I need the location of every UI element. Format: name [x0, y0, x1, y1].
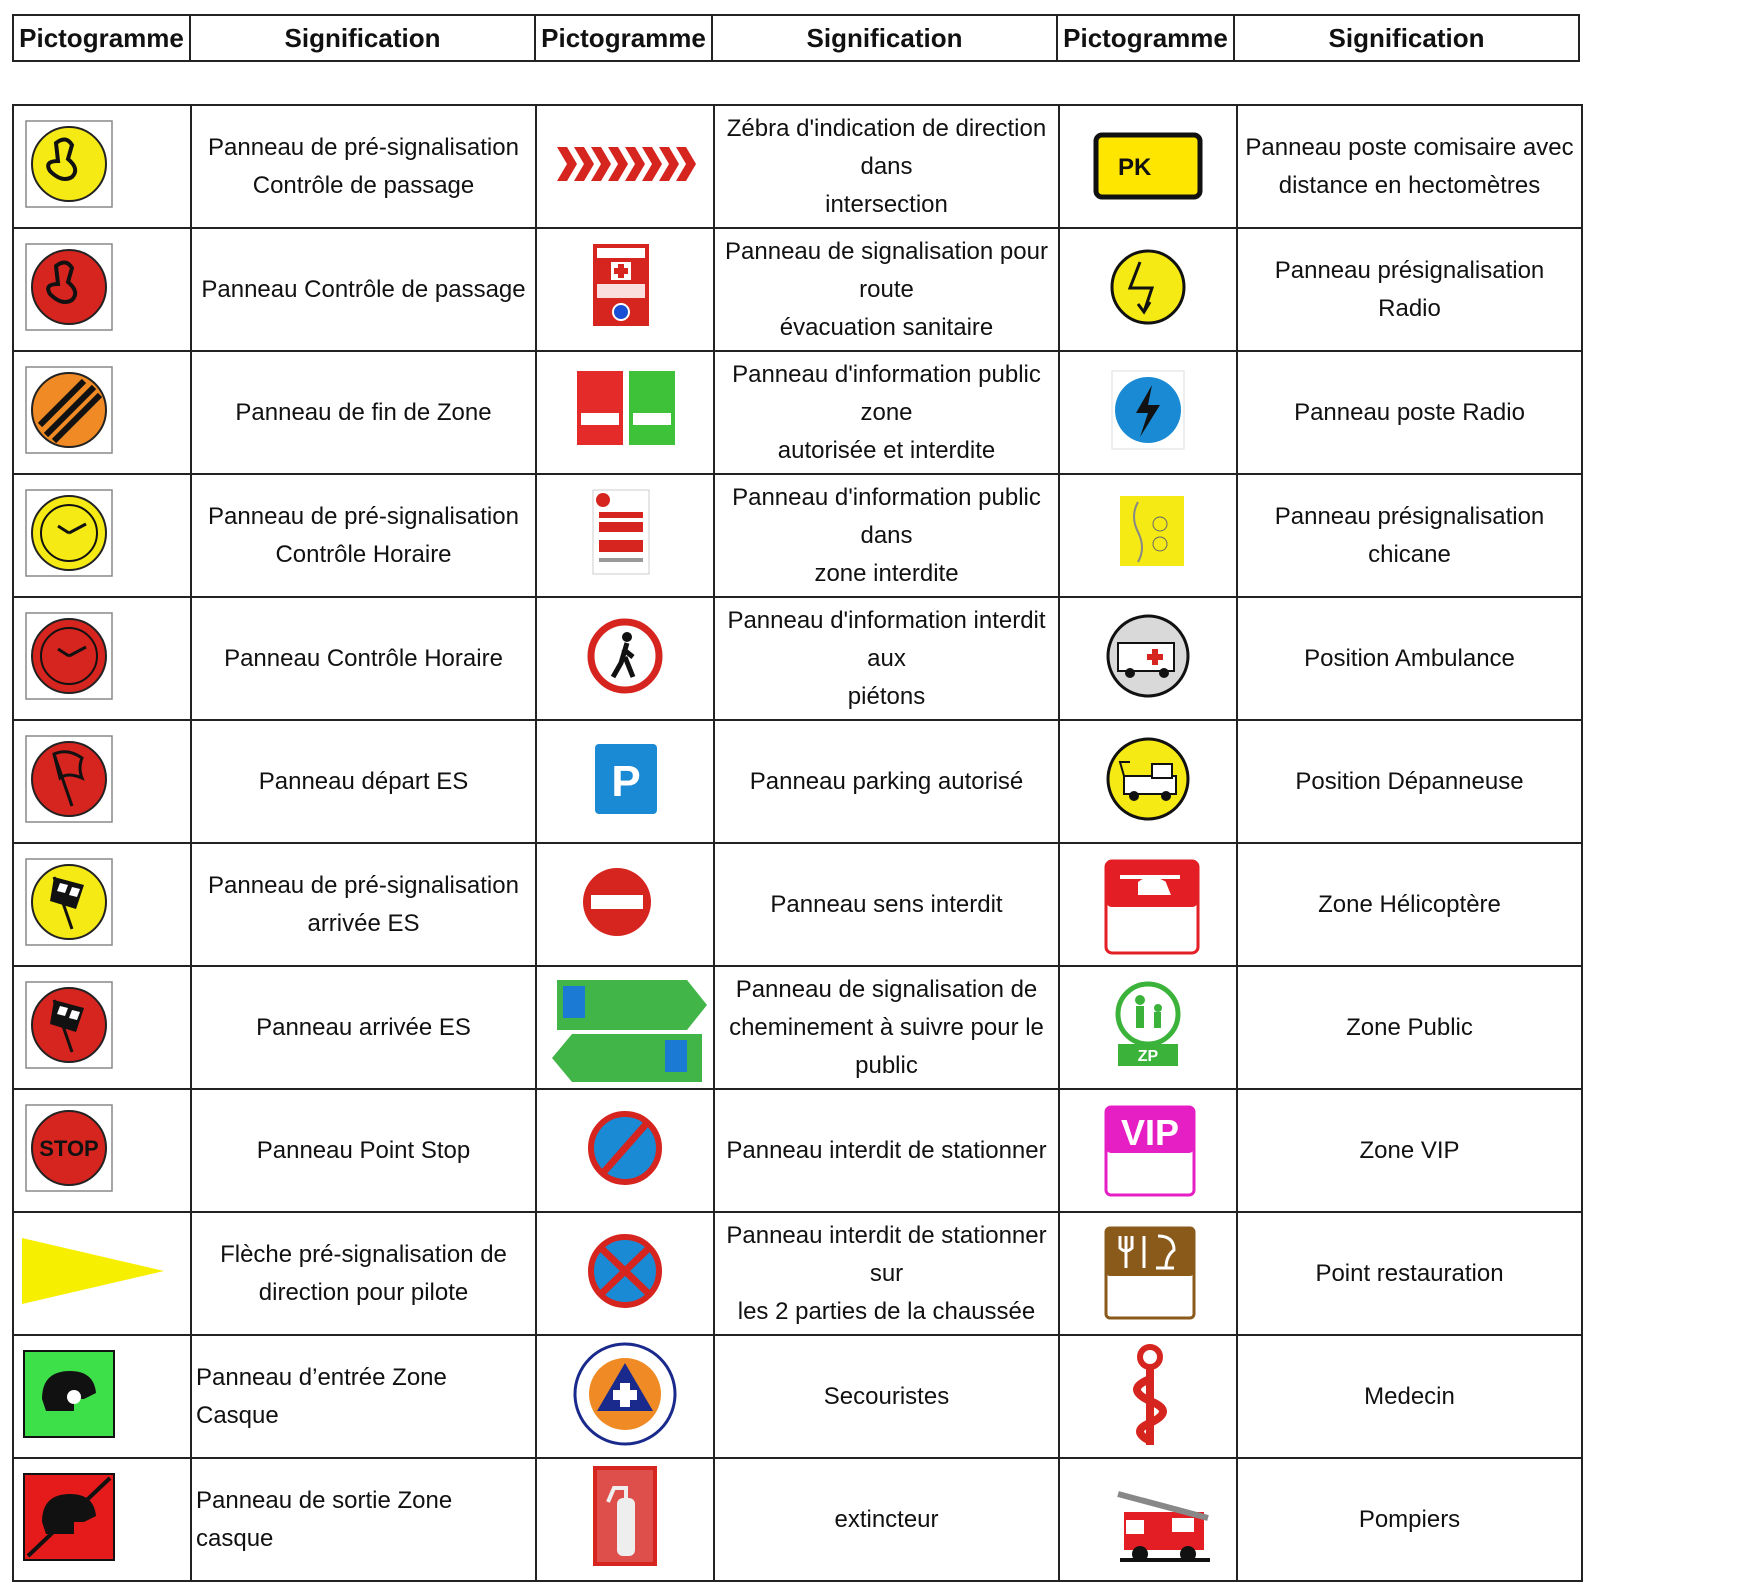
signification-text: Panneau d'information public zone autorisée et interdite [714, 351, 1059, 474]
header-table [12, 14, 1580, 62]
signification-text: Panneau parking autorisé [714, 720, 1059, 843]
pk-sign-icon [1060, 109, 1236, 225]
pictogram-cell [13, 720, 191, 843]
svg-text:ZP: ZP [1137, 1047, 1159, 1065]
pictogram-cell [536, 597, 714, 720]
signification-text: extincteur [714, 1458, 1059, 1581]
signification-text: Medecin [1237, 1335, 1582, 1458]
table-row [13, 966, 1582, 1089]
radio-post-blue-icon [1060, 355, 1236, 471]
signification-text: Panneau arrivée ES [191, 966, 536, 1089]
spectator-direction-arrows-icon [537, 970, 713, 1086]
signification-text: Flèche pré-signalisation de direction pour pilote [191, 1212, 536, 1335]
svg-text:P: P [611, 756, 641, 806]
stop-point-icon [14, 1093, 190, 1209]
civil-protection-icon [537, 1339, 713, 1455]
pictogram-cell [536, 474, 714, 597]
pictogram-cell [536, 1335, 714, 1458]
fire-truck-icon [1060, 1462, 1236, 1578]
pictogram-cell [13, 105, 191, 228]
table-row [13, 1212, 1582, 1335]
helmet-zone-entry-icon [14, 1339, 190, 1455]
pictogram-cell [1059, 105, 1237, 228]
pictogram-cell [13, 1212, 191, 1335]
pictogram-cell [13, 1089, 191, 1212]
signification-text: Secouristes [714, 1335, 1059, 1458]
public-forbidden-zone-info-icon [537, 478, 713, 594]
signification-text: Panneau départ ES [191, 720, 536, 843]
signification-text: Panneau Point Stop [191, 1089, 536, 1212]
pictogram-cell [1059, 1458, 1237, 1581]
signification-text: Point restauration [1237, 1212, 1582, 1335]
signification-text: Panneau interdit de stationner sur les 2 parties de la chaussée [714, 1212, 1059, 1335]
doctor-caduceus-icon [1060, 1339, 1236, 1455]
no-entry-icon [537, 847, 713, 963]
signification-text: Zone Hélicoptère [1237, 843, 1582, 966]
pictogram-cell [1059, 1335, 1237, 1458]
pictogram-cell [13, 474, 191, 597]
header-pictogramme-1: Pictogramme [13, 15, 190, 61]
table-row [13, 843, 1582, 966]
table-row [13, 228, 1582, 351]
control-passage-yellow-icon [14, 109, 190, 225]
signification-text: Panneau de fin de Zone [191, 351, 536, 474]
signification-text: Position Dépanneuse [1237, 720, 1582, 843]
signification-text: Panneau de sortie Zone casque [191, 1458, 536, 1581]
table-row [13, 720, 1582, 843]
table-row [13, 597, 1582, 720]
pictogram-table [12, 104, 1583, 1582]
pictogram-cell [1059, 720, 1237, 843]
signification-text: Panneau de pré-signalisation Contrôle Horaire [191, 474, 536, 597]
signification-text: Panneau d'information interdit aux piétons [714, 597, 1059, 720]
time-control-red-icon [14, 601, 190, 717]
signification-text: Zone Public [1237, 966, 1582, 1089]
svg-text:VIP: VIP [1120, 1111, 1180, 1153]
signification-text: Panneau de pré-signalisation Contrôle de passage [191, 105, 536, 228]
table-row [13, 1458, 1582, 1581]
public-zone-icon [1060, 970, 1236, 1086]
parking-icon [537, 724, 713, 840]
pictogram-cell [1059, 351, 1237, 474]
signification-text: Panneau Contrôle de passage [191, 228, 536, 351]
end-zone-icon [14, 355, 190, 471]
no-parking-icon [537, 1093, 713, 1209]
pictogram-cell [13, 351, 191, 474]
pictogram-cell [536, 966, 714, 1089]
helmet-zone-exit-icon [14, 1462, 190, 1578]
signification-text: Position Ambulance [1237, 597, 1582, 720]
pictogram-cell [13, 843, 191, 966]
pictogram-cell [1059, 843, 1237, 966]
header-signification-3: Signification [1234, 15, 1579, 61]
radio-presignal-yellow-icon [1060, 232, 1236, 348]
tow-truck-icon [1060, 724, 1236, 840]
signification-text: Panneau Contrôle Horaire [191, 597, 536, 720]
signification-text: Panneau d’entrée Zone Casque [191, 1335, 536, 1458]
signification-text: Panneau de pré-signalisation arrivée ES [191, 843, 536, 966]
signification-text: Panneau interdit de stationner [714, 1089, 1059, 1212]
signification-text: Panneau poste Radio [1237, 351, 1582, 474]
table-row [13, 105, 1582, 228]
restaurant-icon [1060, 1216, 1236, 1332]
pictogram-cell [1059, 228, 1237, 351]
pictogram-cell [1059, 1212, 1237, 1335]
table-row [13, 351, 1582, 474]
signification-text: Panneau de signalisation pour route évacuation sanitaire [714, 228, 1059, 351]
pictogram-cell [13, 228, 191, 351]
yellow-pennant-arrow-icon [14, 1216, 190, 1332]
signification-text: Zébra d'indication de direction dans intersection [714, 105, 1059, 228]
pictogram-cell [536, 720, 714, 843]
pictogram-cell [13, 597, 191, 720]
no-pedestrians-icon [537, 601, 713, 717]
pictogram-cell [536, 228, 714, 351]
signification-text: Panneau présignalisation Radio [1237, 228, 1582, 351]
signification-text: Panneau présignalisation chicane [1237, 474, 1582, 597]
pictogram-cell [13, 1458, 191, 1581]
chicane-presignal-icon [1060, 478, 1236, 594]
pictogram-cell [536, 1212, 714, 1335]
header-pictogramme-3: Pictogramme [1057, 15, 1234, 61]
control-passage-red-icon [14, 232, 190, 348]
checkered-flag-red-icon [14, 970, 190, 1086]
pictogram-cell [1059, 597, 1237, 720]
pictogram-cell [1059, 1089, 1237, 1212]
pictogram-cell [536, 843, 714, 966]
header-pictogramme-2: Pictogramme [535, 15, 712, 61]
public-zone-allowed-forbidden-icon [537, 355, 713, 471]
zebra-chevrons-icon [537, 109, 713, 225]
pictogram-cell [536, 105, 714, 228]
pictogram-cell [1059, 966, 1237, 1089]
signification-text: Panneau sens interdit [714, 843, 1059, 966]
fire-extinguisher-icon [537, 1462, 713, 1578]
pictogram-cell [536, 1458, 714, 1581]
signification-text: Pompiers [1237, 1458, 1582, 1581]
pictogram-cell [13, 966, 191, 1089]
start-flag-red-icon [14, 724, 190, 840]
time-control-yellow-icon [14, 478, 190, 594]
table-row [13, 1089, 1582, 1212]
no-stopping-icon [537, 1216, 713, 1332]
ambulance-icon [1060, 601, 1236, 717]
stop-label: STOP [39, 1135, 99, 1161]
medical-evacuation-route-icon [537, 232, 713, 348]
signification-text: Zone VIP [1237, 1089, 1582, 1212]
signification-text: Panneau poste comisaire avec distance en hectomètres [1237, 105, 1582, 228]
table-row [13, 1335, 1582, 1458]
header-signification-2: Signification [712, 15, 1057, 61]
pictogram-cell [536, 351, 714, 474]
pictogram-cell [1059, 474, 1237, 597]
signification-text: Panneau d'information public dans zone interdite [714, 474, 1059, 597]
table-row [13, 474, 1582, 597]
helicopter-zone-icon [1060, 847, 1236, 963]
header-signification-1: Signification [190, 15, 535, 61]
signification-text: Panneau de signalisation de cheminement à suivre pour le public [714, 966, 1059, 1089]
vip-zone-icon [1060, 1093, 1236, 1209]
pictogram-cell [536, 1089, 714, 1212]
pictogram-cell [13, 1335, 191, 1458]
svg-text:PK: PK [1118, 153, 1152, 181]
checkered-flag-yellow-icon [14, 847, 190, 963]
